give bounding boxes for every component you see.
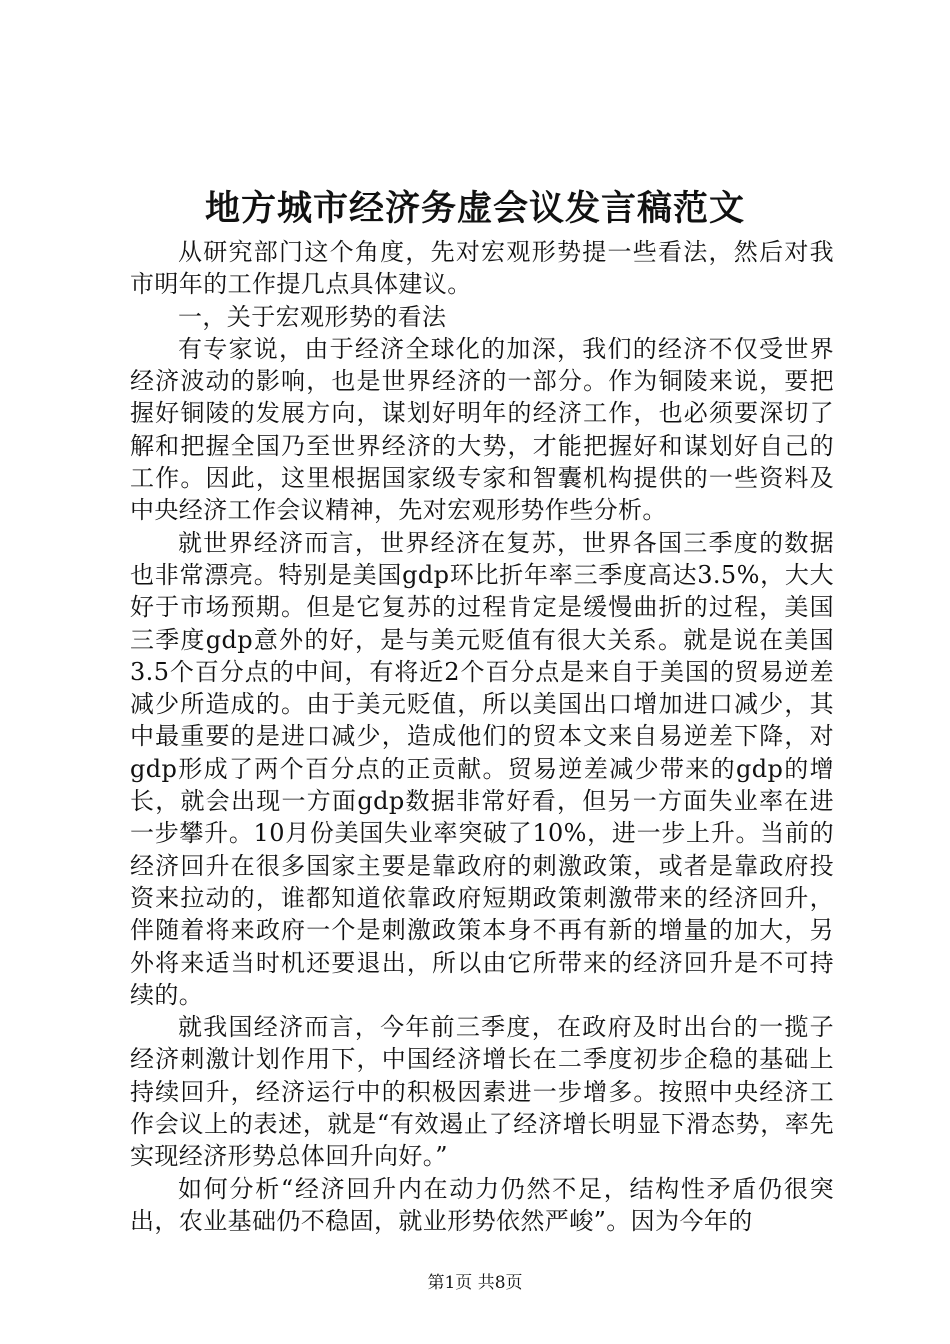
paragraph-intro: 从研究部门这个角度，先对宏观形势提一些看法，然后对我市明年的工作提几点具体建议。: [130, 238, 834, 299]
paragraph: 就世界经济而言，世界经济在复苏，世界各国三季度的数据也非常漂亮。特别是美国gdp环比折年率三季度高达3.5%，大大好于市场预期。但是它复苏的过程肯定是缓慢曲折的过程，美国三季度gdp意外的好，是与美元贬值有很大关系。就是说在美国3.5个百分点的中间，有将近2个百分点是来自于美国的贸易逆差减少所造成的。由于美元贬值，所以美国出口增加进口减少，其中最重要的是进口减少，造成他们的贸本文来自易逆差下降，对gdp形成了两个百分点的正贡献。贸易逆差减少带来的gdp的增长，就会出现一方面gdp数据非常好看，但另一方面失业率在进一步攀升。10月份美国失业率突破了10%，进一步上升。当前的经济回升在很多国家主要是靠政府的刺激政策，或者是靠政府投资来拉动的，谁都知道依靠政府短期政策刺激带来的经济回升，伴随着将来政府一个是刺激政策本身不再有新的增量的加大，另外将来适当时机还要退出，所以由它所带来的经济回升是不可持续的。: [130, 528, 834, 1009]
paragraph: 就我国经济而言，今年前三季度，在政府及时出台的一揽子经济刺激计划作用下，中国经济增长在二季度初步企稳的基础上持续回升，经济运行中的积极因素进一步增多。按照中央经济工作会议上的表述，就是“有效遏止了经济增长明显下滑态势，率先实现经济形势总体回升向好。”: [130, 1013, 834, 1171]
paragraph: 有专家说，由于经济全球化的加深，我们的经济不仅受世界经济波动的影响，也是世界经济的一部分。作为铜陵来说，要把握好铜陵的发展方向，谋划好明年的经济工作，也必须要深切了解和把握全国乃至世界经济的大势，才能把握好和谋划好自己的工作。因此，这里根据国家级专家和智囊机构提供的一些资料及中央经济工作会议精神，先对宏观形势作些分析。: [130, 334, 834, 525]
page-footer: 第1页 共8页: [427, 1273, 523, 1293]
document-title: 地方城市经济务虚会议发言稿范文: [204, 188, 745, 229]
document-body: [130, 236, 834, 1237]
section-heading: 一，关于宏观形势的看法: [178, 302, 447, 331]
paragraph: 如何分析“经济回升内在动力仍然不足，结构性矛盾仍很突出，农业基础仍不稳固，就业形势依然严峻”。因为今年的: [130, 1174, 834, 1235]
